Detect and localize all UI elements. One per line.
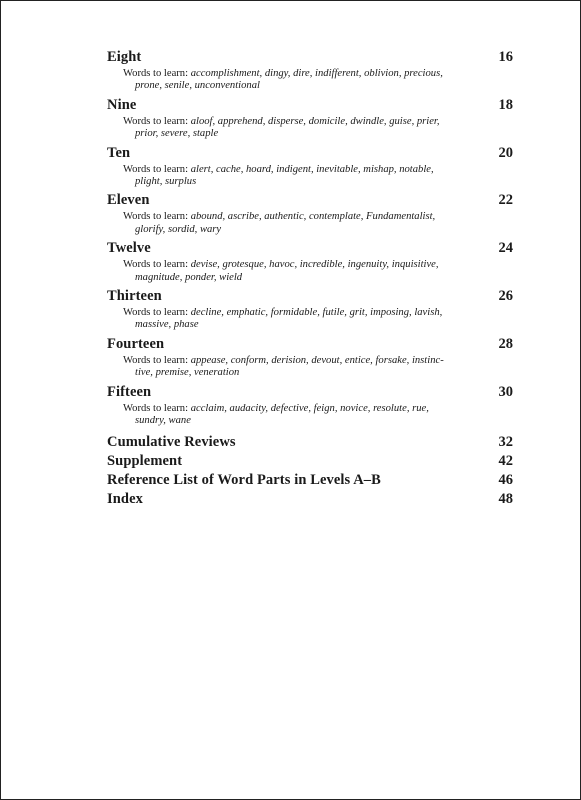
words-prefix: Words to learn: [123,354,189,366]
toc-entry-ten [107,145,513,189]
section-title: Index [107,490,143,507]
word-list-line1: acclaim, audacity, defective, feign, novice, resolute, rue, [190,402,429,414]
word-list-line2: sundry, wane [135,415,191,427]
section-title: Cumulative Reviews [107,433,236,450]
lesson-title: Thirteen [107,288,162,305]
back-matter [107,434,513,508]
words-to-learn [123,355,477,380]
words-prefix: Words to learn: [123,307,189,319]
lesson-title: Fifteen [107,383,152,400]
word-list-line1: appease, conform, derision, devout, entice, forsake, instinc- [190,354,444,366]
words-to-learn [123,116,477,141]
word-list-line2: magnitude, ponder, wield [135,271,243,283]
word-list-line2: tive, premise, veneration [135,367,240,379]
page-number: 28 [498,335,513,352]
toc-entry-fourteen [107,336,513,380]
word-list-line1: devise, grotesque, havoc, incredible, ingenuity, inquisitive, [190,259,439,271]
words-prefix: Words to learn: [123,115,189,127]
word-list-line1: aloof, apprehend, disperse, domicile, dwindle, guise, prier, [190,115,440,127]
page-number: 26 [498,288,513,305]
lesson-title: Twelve [107,240,151,257]
lesson-title: Ten [107,144,131,161]
toc-entry-cumulative-reviews [107,434,513,451]
words-prefix: Words to learn: [123,259,189,271]
toc-entry-index [107,491,513,508]
section-title: Reference List of Word Parts in Levels A–B [107,471,381,488]
page-number: 46 [498,471,513,488]
section-title: Supplement [107,452,183,469]
words-prefix: Words to learn: [123,68,189,79]
words-prefix: Words to learn: [123,402,189,414]
page-number: 48 [498,490,513,507]
table-of-contents [107,49,513,510]
lesson-title: Eight [107,49,142,65]
word-list-line1: abound, ascribe, authentic, contemplate, Fundamentalist, [190,211,436,223]
word-list-line2: prior, severe, staple [135,128,219,140]
lesson-title: Fourteen [107,335,165,352]
words-to-learn [123,307,477,332]
word-list-line2: glorify, sordid, wary [135,223,222,235]
word-list-line1: decline, emphatic, formidable, futile, grit, imposing, lavish, [190,307,443,319]
page-number: 30 [498,383,513,400]
toc-entry-eleven [107,192,513,236]
page-number: 42 [498,452,513,469]
words-to-learn [123,164,477,189]
page-number: 22 [498,192,513,209]
lesson-title: Eleven [107,192,150,209]
toc-entry-twelve [107,240,513,284]
word-list-line1: alert, cache, hoard, indigent, inevitable, mishap, notable, [190,163,434,175]
words-to-learn [123,211,477,236]
page-number: 32 [498,433,513,450]
words-to-learn [123,68,477,93]
word-list-line1: accomplishment, dingy, dire, indifferent, oblivion, precious, [190,68,443,79]
words-to-learn [123,259,477,284]
lesson-title: Nine [107,96,137,113]
page-number: 24 [498,240,513,257]
page-number: 20 [498,144,513,161]
word-list-line2: massive, phase [135,319,199,331]
toc-entry-supplement [107,453,513,470]
word-list-line2: plight, surplus [135,176,197,188]
words-to-learn [123,403,477,428]
page-number: 18 [498,96,513,113]
word-list-line2: prone, senile, unconventional [135,80,260,92]
toc-entry-fifteen [107,384,513,428]
words-prefix: Words to learn: [123,211,189,223]
words-prefix: Words to learn: [123,163,189,175]
toc-entry-reference-list [107,472,513,489]
page-number: 16 [498,49,513,65]
toc-entry-eight [107,49,513,93]
toc-entry-thirteen [107,288,513,332]
toc-entry-nine [107,97,513,141]
